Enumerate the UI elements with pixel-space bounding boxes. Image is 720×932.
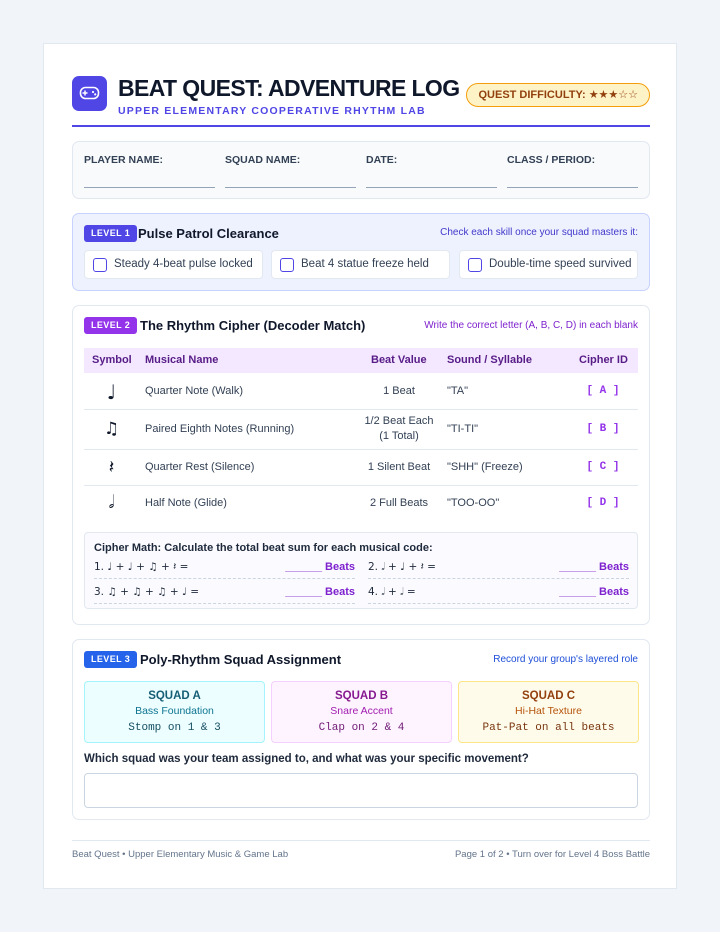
level-2-badge: LEVEL 2 [84,317,137,334]
beat-value: 1/2 Beat Each [364,415,434,427]
math-expression: 2. 𝅗𝅥 + ♩ + 𝄽 = [368,561,436,573]
difficulty-badge [466,83,650,107]
cipher-math-box [84,532,638,609]
write-line[interactable] [84,187,215,188]
beat-value-note: (1 Total) [379,430,419,442]
col-cipher-id: Cipher ID [579,354,628,366]
skill-label: Double-time speed survived [489,258,632,270]
musical-name: Half Note (Glide) [145,497,227,509]
math-expression: 4. 𝅗𝅥 + 𝅗𝅥 = [368,586,416,598]
col-sound: Sound / Syllable [447,354,532,366]
level-3-card [72,639,650,820]
table-row [84,410,638,450]
beat-value: 2 Full Beats [369,497,429,509]
squad-name: SQUAD A [148,690,201,702]
difficulty-stars: ★★★☆☆ [588,89,638,101]
math-problem [94,558,355,579]
squad-question: Which squad was your team assigned to, and what was your specific movement? [84,753,529,765]
answer-blank[interactable]: ______ Beats [285,586,355,598]
level-2-instructions: Write the correct letter (A, B, C, D) in each blank [424,320,638,331]
skill-label: Steady 4-beat pulse locked [114,258,253,270]
squad-role: Hi-Hat Texture [515,705,582,717]
answer-blank[interactable]: ______ Beats [559,561,629,573]
quarter-note-icon: ♩ [106,380,117,404]
math-problem [94,583,355,604]
footer-right: Page 1 of 2 • Turn over for Level 4 Boss Battle [454,849,650,860]
worksheet-page [43,43,677,889]
sound-syllable: "TOO-OO" [447,497,500,509]
math-problem [368,558,629,579]
squad-movement: Pat-Pat on all beats [482,722,615,734]
col-beat-value: Beat Value [371,354,427,366]
cipher-math-heading: Cipher Math: Calculate the total beat sum for each musical code: [94,542,433,554]
cipher-id[interactable]: [ B ] [586,423,620,435]
math-expression: 1. ♩ + ♩ + ♫ + 𝄽 = [94,561,189,573]
skill-label: Beat 4 statue freeze held [301,258,429,270]
field-label: SQUAD NAME: [225,154,301,166]
answer-blank[interactable]: ______ Beats [559,586,629,598]
musical-name: Quarter Rest (Silence) [145,461,255,473]
squad-b-card [271,681,452,743]
skill-checkbox-double-time[interactable] [459,250,638,279]
write-line[interactable] [225,187,356,188]
cipher-id[interactable]: [ D ] [586,497,620,509]
field-label: DATE: [366,154,398,166]
squad-movement: Clap on 2 & 4 [318,722,405,734]
table-row [84,373,638,410]
cipher-table-header [84,348,638,373]
answer-blank[interactable]: ______ Beats [285,561,355,573]
eighth-notes-icon: ♫ [103,419,120,439]
header-divider [72,125,650,127]
level-3-title: Poly-Rhythm Squad Assignment [140,652,342,667]
table-row [84,450,638,486]
col-symbol: Symbol [92,354,132,366]
difficulty-label: QUEST DIFFICULTY: [478,89,586,101]
col-musical-name: Musical Name [145,354,219,366]
musical-name: Quarter Note (Walk) [145,385,244,397]
footer-left: Beat Quest • Upper Elementary Music & Game Lab [72,849,289,860]
level-1-card [72,213,650,291]
squad-role: Bass Foundation [135,705,214,717]
write-line[interactable] [507,187,638,188]
math-expression: 3. ♫ + ♫ + ♫ + ♩ = [94,586,200,598]
cipher-id[interactable]: [ A ] [586,385,620,397]
squad-c-card [458,681,639,743]
level-2-card [72,305,650,625]
squad-movement: Stomp on 1 & 3 [128,722,221,734]
squad-name: SQUAD C [521,690,576,702]
half-note-icon: 𝅗𝅥 [108,492,115,513]
checkbox[interactable] [280,258,294,272]
level-1-badge: LEVEL 1 [84,225,137,242]
page-subtitle: UPPER ELEMENTARY COOPERATIVE RHYTHM LAB [118,105,426,117]
footer-divider [72,840,650,841]
quarter-rest-icon: 𝄽 [108,457,115,478]
level-3-instructions: Record your group's layered role [493,654,638,665]
beat-value: 1 Beat [383,385,415,397]
beat-value: 1 Silent Beat [367,461,431,473]
sound-syllable: "TI-TI" [447,423,479,435]
page-title: BEAT QUEST: ADVENTURE LOG [118,75,460,101]
sound-syllable: "TA" [447,385,469,397]
field-label: PLAYER NAME: [84,154,163,166]
checkbox[interactable] [468,258,482,272]
gamepad-icon [72,76,107,111]
student-info-fields [72,141,650,199]
musical-name: Paired Eighth Notes (Running) [145,423,295,435]
skill-checkbox-freeze[interactable] [271,250,450,279]
math-problem [368,583,629,604]
level-2-title: The Rhythm Cipher (Decoder Match) [140,318,366,333]
skill-checkbox-pulse[interactable] [84,250,263,279]
squad-answer-field[interactable] [84,773,638,808]
level-1-title: Pulse Patrol Clearance [138,226,279,241]
table-row [84,486,638,522]
squad-name: SQUAD B [334,690,389,702]
squad-role: Snare Accent [330,705,393,717]
header [72,75,650,127]
level-3-badge: LEVEL 3 [84,651,137,668]
cipher-id[interactable]: [ C ] [586,461,620,473]
sound-syllable: "SHH" (Freeze) [447,461,523,473]
write-line[interactable] [366,187,497,188]
field-label: CLASS / PERIOD: [507,154,596,166]
checkbox[interactable] [93,258,107,272]
squad-a-card [84,681,265,743]
level-1-instructions: Check each skill once your squad masters it: [440,227,638,238]
